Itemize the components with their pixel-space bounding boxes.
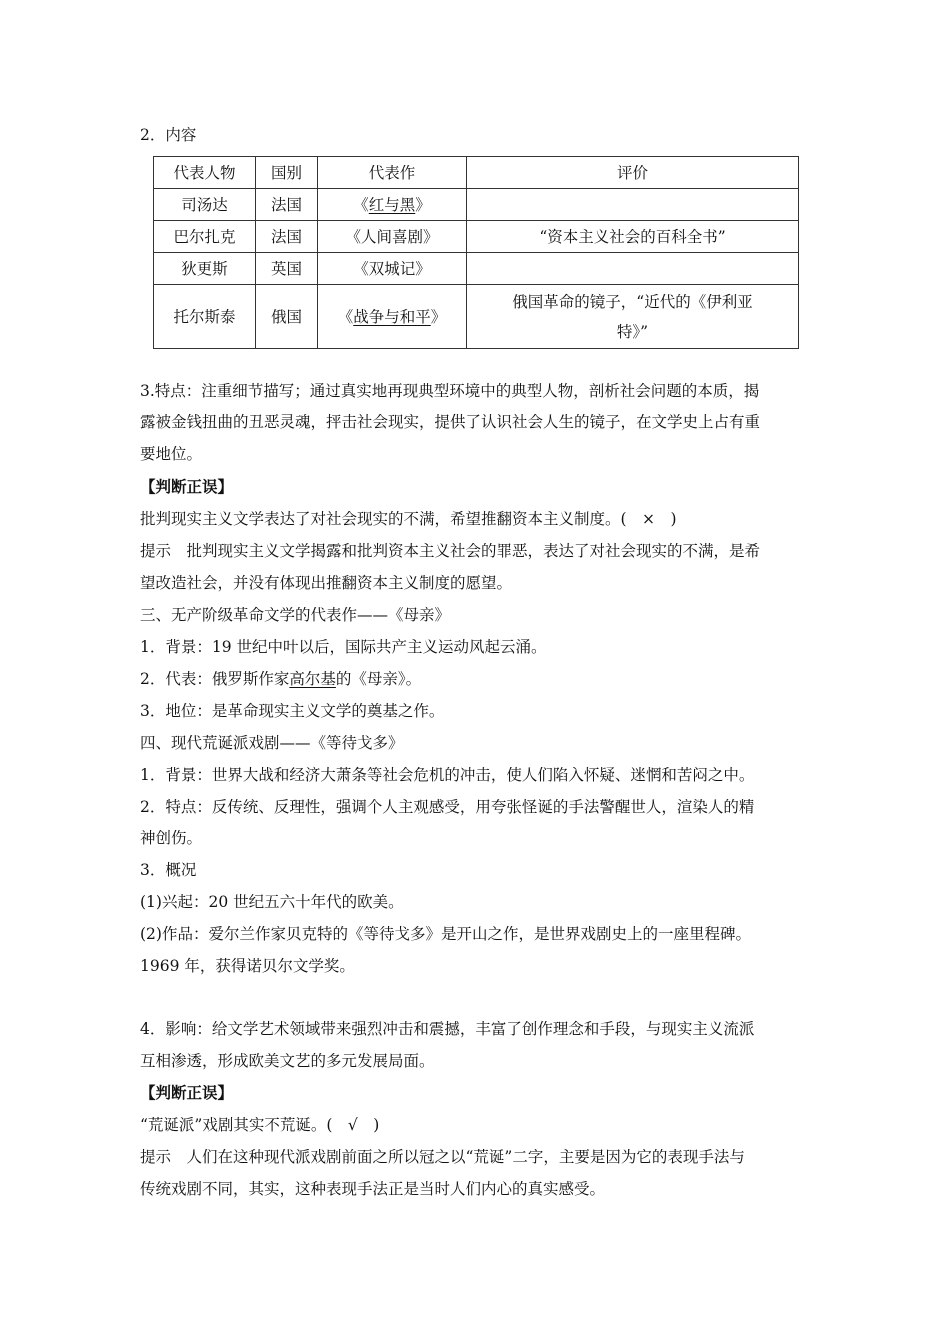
country-cell: 法国 [256,189,318,221]
section4-features: 神创伤。 [140,829,203,847]
comment-cell [467,253,799,285]
section4-works: (2)作品：爱尔兰作家贝克特的《等待戈多》是开山之作，是世界戏剧史上的一座里程碑。 [140,925,751,943]
comment-cell [467,285,799,349]
header-cell: 评价 [467,157,799,189]
work-cell: 《双城记》 [318,253,467,285]
authors-table [153,156,799,349]
comment-cell [467,189,799,221]
rep-author-name: 高尔基 [289,670,336,688]
comment-line: 俄国革命的镜子，“近代的《伊利亚 [512,292,753,311]
header-cell: 代表人物 [154,157,256,189]
features-line: 露被金钱扭曲的丑恶灵魂，抨击社会现实，提供了认识社会人生的镜子，在文学史上占有重 [140,413,761,431]
section2-title: 2．内容 [140,126,197,144]
section3-title: 三、无产阶级革命文学的代表作——《母亲》 [140,606,451,624]
table-row [154,253,799,285]
work-cell: 《战争与和平》 [318,285,467,349]
work-title: 红与黑 [368,195,416,214]
work-title: 战争与和平 [353,307,431,326]
comment-cell: “资本主义社会的百科全书” [467,221,799,253]
judge-statement: 批判现实主义文学表达了对社会现实的不满，希望推翻资本主义制度。( × ) [140,510,677,528]
rep-suffix: 的《母亲》。 [335,670,422,688]
judge-heading: 【判断正误】 [140,477,234,496]
header-cell: 代表作 [318,157,467,189]
author-cell: 托尔斯泰 [154,285,256,349]
hint-line: 提示 批判现实主义文学揭露和批判资本主义社会的罪恶，表达了对社会现实的不满，是希 [140,542,761,560]
section4-influence: 互相渗透，形成欧美文艺的多元发展局面。 [140,1052,435,1070]
section3-background: 1．背景：19 世纪中叶以后，国际共产主义运动风起云涌。 [140,638,547,656]
section3-status: 3．地位：是革命现实主义文学的奠基之作。 [140,702,445,720]
country-cell: 法国 [256,221,318,253]
work-cell: 《红与黑》 [318,189,467,221]
features-line: 要地位。 [140,445,203,463]
section4-influence: 4．影响：给文学艺术领域带来强烈冲击和震撼，丰富了创作理念和手段，与现实主义流派 [140,1020,755,1038]
author-cell: 狄更斯 [154,253,256,285]
features-line: 3.特点：注重细节描写；通过真实地再现典型环境中的典型人物，剖析社会问题的本质，揭 [140,382,760,400]
author-cell: 巴尔扎克 [154,221,256,253]
table-header-row [154,157,799,189]
comment-line: 特》” [616,322,649,341]
author-cell: 司汤达 [154,189,256,221]
section4-background: 1．背景：世界大战和经济大萧条等社会危机的冲击，使人们陷入怀疑、迷惘和苦闷之中。 [140,766,755,784]
section4-works: 1969 年，获得诺贝尔文学奖。 [140,957,355,975]
hint-line: 提示 人们在这种现代派戏剧前面之所以冠之以“荒诞”二字，主要是因为它的表现手法与 [140,1148,745,1166]
section4-rise: (1)兴起：20 世纪五六十年代的欧美。 [140,893,404,911]
section4-title: 四、现代荒诞派戏剧——《等待戈多》 [140,734,404,752]
judge-heading: 【判断正误】 [140,1083,234,1102]
country-cell: 俄国 [256,285,318,349]
judge-statement: “荒诞派”戏剧其实不荒诞。( √ ) [140,1116,380,1134]
rep-prefix: 2．代表：俄罗斯作家 [140,670,290,688]
country-cell: 英国 [256,253,318,285]
table-row [154,221,799,253]
section4-features: 2．特点：反传统、反理性，强调个人主观感受，用夸张怪诞的手法警醒世人，渲染人的精 [140,798,755,816]
section4-overview: 3．概况 [140,861,197,879]
header-cell: 国别 [256,157,318,189]
hint-line: 望改造社会，并没有体现出推翻资本主义制度的愿望。 [140,574,513,592]
work-cell: 《人间喜剧》 [318,221,467,253]
hint-line: 传统戏剧不同，其实，这种表现手法正是当时人们内心的真实感受。 [140,1180,606,1198]
section3-representative [140,668,421,690]
table-row [154,285,799,349]
table-row [154,189,799,221]
